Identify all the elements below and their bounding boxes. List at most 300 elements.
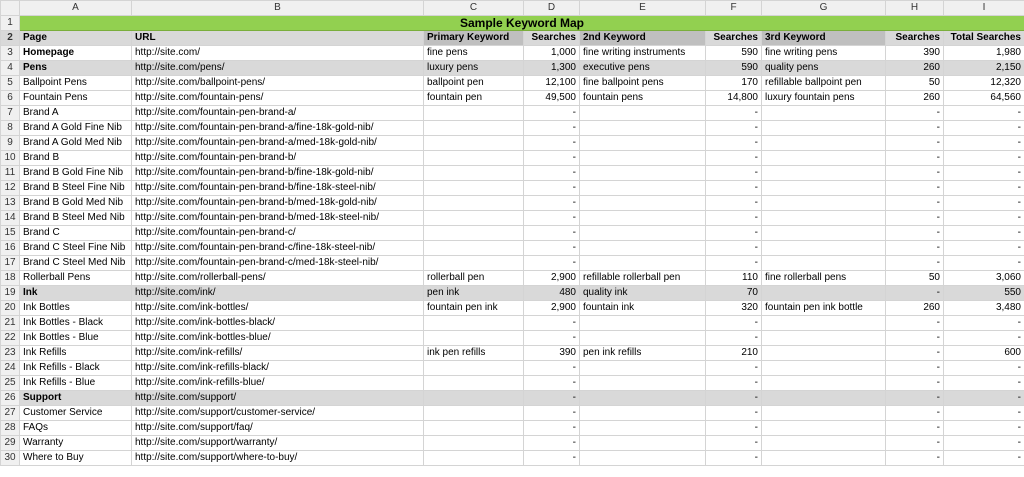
- cell-g11[interactable]: [762, 166, 886, 181]
- cell-a7[interactable]: Brand A: [20, 106, 132, 121]
- cell-e12[interactable]: [580, 181, 706, 196]
- cell-e3[interactable]: fine writing instruments: [580, 46, 706, 61]
- cell-e29[interactable]: [580, 436, 706, 451]
- cell-d21[interactable]: -: [524, 316, 580, 331]
- cell-i29[interactable]: -: [944, 436, 1024, 451]
- column-header-d[interactable]: D: [524, 1, 580, 16]
- cell-b26[interactable]: http://site.com/support/: [132, 391, 424, 406]
- cell-a5[interactable]: Ballpoint Pens: [20, 76, 132, 91]
- cell-g14[interactable]: [762, 211, 886, 226]
- cell-b5[interactable]: http://site.com/ballpoint-pens/: [132, 76, 424, 91]
- row-header-6[interactable]: 6: [1, 91, 20, 106]
- cell-a29[interactable]: Warranty: [20, 436, 132, 451]
- cell-f16[interactable]: -: [706, 241, 762, 256]
- cell-e15[interactable]: [580, 226, 706, 241]
- cell-b20[interactable]: http://site.com/ink-bottles/: [132, 301, 424, 316]
- cell-d24[interactable]: -: [524, 361, 580, 376]
- cell-g15[interactable]: [762, 226, 886, 241]
- cell-e2[interactable]: 2nd Keyword: [580, 31, 706, 46]
- cell-d28[interactable]: -: [524, 421, 580, 436]
- cell-e10[interactable]: [580, 151, 706, 166]
- cell-b24[interactable]: http://site.com/ink-refills-black/: [132, 361, 424, 376]
- cell-f23[interactable]: 210: [706, 346, 762, 361]
- cell-d17[interactable]: -: [524, 256, 580, 271]
- cell-h19[interactable]: -: [886, 286, 944, 301]
- cell-a26[interactable]: Support: [20, 391, 132, 406]
- cell-g17[interactable]: [762, 256, 886, 271]
- cell-h17[interactable]: -: [886, 256, 944, 271]
- cell-i19[interactable]: 550: [944, 286, 1024, 301]
- cell-b19[interactable]: http://site.com/ink/: [132, 286, 424, 301]
- cell-d3[interactable]: 1,000: [524, 46, 580, 61]
- cell-c4[interactable]: luxury pens: [424, 61, 524, 76]
- cell-c19[interactable]: pen ink: [424, 286, 524, 301]
- cell-d12[interactable]: -: [524, 181, 580, 196]
- column-header-e[interactable]: E: [580, 1, 706, 16]
- cell-a30[interactable]: Where to Buy: [20, 451, 132, 466]
- cell-i25[interactable]: -: [944, 376, 1024, 391]
- cell-a28[interactable]: FAQs: [20, 421, 132, 436]
- row-header-2[interactable]: 2: [1, 31, 20, 46]
- row-header-22[interactable]: 22: [1, 331, 20, 346]
- cell-d26[interactable]: -: [524, 391, 580, 406]
- cell-i24[interactable]: -: [944, 361, 1024, 376]
- row-header-12[interactable]: 12: [1, 181, 20, 196]
- cell-c14[interactable]: [424, 211, 524, 226]
- cell-g12[interactable]: [762, 181, 886, 196]
- cell-h8[interactable]: -: [886, 121, 944, 136]
- cell-g22[interactable]: [762, 331, 886, 346]
- cell-a23[interactable]: Ink Refills: [20, 346, 132, 361]
- cell-i27[interactable]: -: [944, 406, 1024, 421]
- cell-h22[interactable]: -: [886, 331, 944, 346]
- cell-i6[interactable]: 64,560: [944, 91, 1024, 106]
- cell-f17[interactable]: -: [706, 256, 762, 271]
- cell-a12[interactable]: Brand B Steel Fine Nib: [20, 181, 132, 196]
- cell-d2[interactable]: Searches: [524, 31, 580, 46]
- cell-f8[interactable]: -: [706, 121, 762, 136]
- cell-d30[interactable]: -: [524, 451, 580, 466]
- cell-i23[interactable]: 600: [944, 346, 1024, 361]
- cell-a3[interactable]: Homepage: [20, 46, 132, 61]
- cell-i3[interactable]: 1,980: [944, 46, 1024, 61]
- cell-a22[interactable]: Ink Bottles - Blue: [20, 331, 132, 346]
- row-header-11[interactable]: 11: [1, 166, 20, 181]
- cell-b28[interactable]: http://site.com/support/faq/: [132, 421, 424, 436]
- cell-d23[interactable]: 390: [524, 346, 580, 361]
- cell-b9[interactable]: http://site.com/fountain-pen-brand-a/med-18k-gold-nib/: [132, 136, 424, 151]
- cell-c13[interactable]: [424, 196, 524, 211]
- cell-e5[interactable]: fine ballpoint pens: [580, 76, 706, 91]
- row-header-9[interactable]: 9: [1, 136, 20, 151]
- row-header-21[interactable]: 21: [1, 316, 20, 331]
- row-header-29[interactable]: 29: [1, 436, 20, 451]
- cell-e4[interactable]: executive pens: [580, 61, 706, 76]
- cell-b17[interactable]: http://site.com/fountain-pen-brand-c/med-18k-steel-nib/: [132, 256, 424, 271]
- cell-g26[interactable]: [762, 391, 886, 406]
- cell-b25[interactable]: http://site.com/ink-refills-blue/: [132, 376, 424, 391]
- cell-d25[interactable]: -: [524, 376, 580, 391]
- cell-a15[interactable]: Brand C: [20, 226, 132, 241]
- cell-c12[interactable]: [424, 181, 524, 196]
- cell-g24[interactable]: [762, 361, 886, 376]
- cell-d8[interactable]: -: [524, 121, 580, 136]
- cell-e25[interactable]: [580, 376, 706, 391]
- cell-b29[interactable]: http://site.com/support/warranty/: [132, 436, 424, 451]
- cell-c29[interactable]: [424, 436, 524, 451]
- cell-f29[interactable]: -: [706, 436, 762, 451]
- cell-h7[interactable]: -: [886, 106, 944, 121]
- row-header-28[interactable]: 28: [1, 421, 20, 436]
- cell-c10[interactable]: [424, 151, 524, 166]
- cell-c7[interactable]: [424, 106, 524, 121]
- cell-f10[interactable]: -: [706, 151, 762, 166]
- cell-i9[interactable]: -: [944, 136, 1024, 151]
- row-header-5[interactable]: 5: [1, 76, 20, 91]
- cell-a6[interactable]: Fountain Pens: [20, 91, 132, 106]
- cell-g25[interactable]: [762, 376, 886, 391]
- row-header-14[interactable]: 14: [1, 211, 20, 226]
- row-header-27[interactable]: 27: [1, 406, 20, 421]
- cell-f3[interactable]: 590: [706, 46, 762, 61]
- cell-d14[interactable]: -: [524, 211, 580, 226]
- cell-e6[interactable]: fountain pens: [580, 91, 706, 106]
- cell-c3[interactable]: fine pens: [424, 46, 524, 61]
- cell-i22[interactable]: -: [944, 331, 1024, 346]
- cell-i7[interactable]: -: [944, 106, 1024, 121]
- cell-c16[interactable]: [424, 241, 524, 256]
- cell-c24[interactable]: [424, 361, 524, 376]
- cell-a21[interactable]: Ink Bottles - Black: [20, 316, 132, 331]
- cell-c11[interactable]: [424, 166, 524, 181]
- cell-i12[interactable]: -: [944, 181, 1024, 196]
- cell-b11[interactable]: http://site.com/fountain-pen-brand-b/fine-18k-gold-nib/: [132, 166, 424, 181]
- cell-b2[interactable]: URL: [132, 31, 424, 46]
- cell-h24[interactable]: -: [886, 361, 944, 376]
- cell-b18[interactable]: http://site.com/rollerball-pens/: [132, 271, 424, 286]
- cell-a27[interactable]: Customer Service: [20, 406, 132, 421]
- cell-h18[interactable]: 50: [886, 271, 944, 286]
- row-header-15[interactable]: 15: [1, 226, 20, 241]
- cell-b30[interactable]: http://site.com/support/where-to-buy/: [132, 451, 424, 466]
- cell-f11[interactable]: -: [706, 166, 762, 181]
- cell-a25[interactable]: Ink Refills - Blue: [20, 376, 132, 391]
- cell-i5[interactable]: 12,320: [944, 76, 1024, 91]
- cell-b16[interactable]: http://site.com/fountain-pen-brand-c/fine-18k-steel-nib/: [132, 241, 424, 256]
- row-header-24[interactable]: 24: [1, 361, 20, 376]
- cell-f7[interactable]: -: [706, 106, 762, 121]
- cell-d10[interactable]: -: [524, 151, 580, 166]
- cell-f21[interactable]: -: [706, 316, 762, 331]
- column-header-g[interactable]: G: [762, 1, 886, 16]
- row-header-18[interactable]: 18: [1, 271, 20, 286]
- cell-f14[interactable]: -: [706, 211, 762, 226]
- cell-h13[interactable]: -: [886, 196, 944, 211]
- cell-c25[interactable]: [424, 376, 524, 391]
- cell-g6[interactable]: luxury fountain pens: [762, 91, 886, 106]
- cell-e17[interactable]: [580, 256, 706, 271]
- cell-a8[interactable]: Brand A Gold Fine Nib: [20, 121, 132, 136]
- row-header-16[interactable]: 16: [1, 241, 20, 256]
- cell-h29[interactable]: -: [886, 436, 944, 451]
- cell-g20[interactable]: fountain pen ink bottle: [762, 301, 886, 316]
- cell-g8[interactable]: [762, 121, 886, 136]
- cell-d9[interactable]: -: [524, 136, 580, 151]
- cell-g7[interactable]: [762, 106, 886, 121]
- cell-i2[interactable]: Total Searches: [944, 31, 1024, 46]
- cell-f18[interactable]: 110: [706, 271, 762, 286]
- cell-g27[interactable]: [762, 406, 886, 421]
- cell-h2[interactable]: Searches: [886, 31, 944, 46]
- cell-b13[interactable]: http://site.com/fountain-pen-brand-b/med-18k-gold-nib/: [132, 196, 424, 211]
- row-header-23[interactable]: 23: [1, 346, 20, 361]
- cell-f5[interactable]: 170: [706, 76, 762, 91]
- cell-e24[interactable]: [580, 361, 706, 376]
- cell-a11[interactable]: Brand B Gold Fine Nib: [20, 166, 132, 181]
- column-header-h[interactable]: H: [886, 1, 944, 16]
- cell-h15[interactable]: -: [886, 226, 944, 241]
- cell-c2[interactable]: Primary Keyword: [424, 31, 524, 46]
- cell-d27[interactable]: -: [524, 406, 580, 421]
- cell-e27[interactable]: [580, 406, 706, 421]
- cell-d4[interactable]: 1,300: [524, 61, 580, 76]
- cell-g21[interactable]: [762, 316, 886, 331]
- cell-e7[interactable]: [580, 106, 706, 121]
- cell-g16[interactable]: [762, 241, 886, 256]
- row-header-10[interactable]: 10: [1, 151, 20, 166]
- column-header-c[interactable]: C: [424, 1, 524, 16]
- row-header-8[interactable]: 8: [1, 121, 20, 136]
- cell-c23[interactable]: ink pen refills: [424, 346, 524, 361]
- cell-a16[interactable]: Brand C Steel Fine Nib: [20, 241, 132, 256]
- cell-i21[interactable]: -: [944, 316, 1024, 331]
- cell-e23[interactable]: pen ink refills: [580, 346, 706, 361]
- row-header-4[interactable]: 4: [1, 61, 20, 76]
- cell-f27[interactable]: -: [706, 406, 762, 421]
- cell-e18[interactable]: refillable rollerball pen: [580, 271, 706, 286]
- cell-b15[interactable]: http://site.com/fountain-pen-brand-c/: [132, 226, 424, 241]
- cell-i20[interactable]: 3,480: [944, 301, 1024, 316]
- cell-i11[interactable]: -: [944, 166, 1024, 181]
- row-header-17[interactable]: 17: [1, 256, 20, 271]
- cell-i28[interactable]: -: [944, 421, 1024, 436]
- cell-a14[interactable]: Brand B Steel Med Nib: [20, 211, 132, 226]
- cell-b6[interactable]: http://site.com/fountain-pens/: [132, 91, 424, 106]
- cell-h9[interactable]: -: [886, 136, 944, 151]
- cell-d7[interactable]: -: [524, 106, 580, 121]
- cell-d13[interactable]: -: [524, 196, 580, 211]
- cell-e19[interactable]: quality ink: [580, 286, 706, 301]
- cell-c9[interactable]: [424, 136, 524, 151]
- row-header-13[interactable]: 13: [1, 196, 20, 211]
- cell-h30[interactable]: -: [886, 451, 944, 466]
- cell-i10[interactable]: -: [944, 151, 1024, 166]
- cell-d19[interactable]: 480: [524, 286, 580, 301]
- cell-a2[interactable]: Page: [20, 31, 132, 46]
- cell-h26[interactable]: -: [886, 391, 944, 406]
- cell-h25[interactable]: -: [886, 376, 944, 391]
- cell-e28[interactable]: [580, 421, 706, 436]
- cell-h5[interactable]: 50: [886, 76, 944, 91]
- cell-i26[interactable]: -: [944, 391, 1024, 406]
- cell-c22[interactable]: [424, 331, 524, 346]
- cell-c5[interactable]: ballpoint pen: [424, 76, 524, 91]
- cell-f22[interactable]: -: [706, 331, 762, 346]
- cell-b14[interactable]: http://site.com/fountain-pen-brand-b/med-18k-steel-nib/: [132, 211, 424, 226]
- cell-i18[interactable]: 3,060: [944, 271, 1024, 286]
- cell-a9[interactable]: Brand A Gold Med Nib: [20, 136, 132, 151]
- cell-f12[interactable]: -: [706, 181, 762, 196]
- cell-c26[interactable]: [424, 391, 524, 406]
- cell-e14[interactable]: [580, 211, 706, 226]
- cell-f6[interactable]: 14,800: [706, 91, 762, 106]
- cell-i13[interactable]: -: [944, 196, 1024, 211]
- cell-h21[interactable]: -: [886, 316, 944, 331]
- cell-c21[interactable]: [424, 316, 524, 331]
- cell-i4[interactable]: 2,150: [944, 61, 1024, 76]
- cell-f24[interactable]: -: [706, 361, 762, 376]
- cell-c15[interactable]: [424, 226, 524, 241]
- cell-b8[interactable]: http://site.com/fountain-pen-brand-a/fine-18k-gold-nib/: [132, 121, 424, 136]
- cell-g2[interactable]: 3rd Keyword: [762, 31, 886, 46]
- row-header-30[interactable]: 30: [1, 451, 20, 466]
- cell-g30[interactable]: [762, 451, 886, 466]
- cell-g23[interactable]: [762, 346, 886, 361]
- cell-a20[interactable]: Ink Bottles: [20, 301, 132, 316]
- cell-f4[interactable]: 590: [706, 61, 762, 76]
- cell-d29[interactable]: -: [524, 436, 580, 451]
- row-header-7[interactable]: 7: [1, 106, 20, 121]
- cell-d5[interactable]: 12,100: [524, 76, 580, 91]
- cell-h23[interactable]: -: [886, 346, 944, 361]
- cell-g29[interactable]: [762, 436, 886, 451]
- cell-g18[interactable]: fine rollerball pens: [762, 271, 886, 286]
- cell-g13[interactable]: [762, 196, 886, 211]
- cell-i14[interactable]: -: [944, 211, 1024, 226]
- cell-c20[interactable]: fountain pen ink: [424, 301, 524, 316]
- cell-g3[interactable]: fine writing pens: [762, 46, 886, 61]
- sheet-title-cell[interactable]: Sample Keyword Map: [20, 16, 1024, 31]
- cell-b21[interactable]: http://site.com/ink-bottles-black/: [132, 316, 424, 331]
- cell-g28[interactable]: [762, 421, 886, 436]
- row-header-25[interactable]: 25: [1, 376, 20, 391]
- cell-g4[interactable]: quality pens: [762, 61, 886, 76]
- cell-e9[interactable]: [580, 136, 706, 151]
- cell-b12[interactable]: http://site.com/fountain-pen-brand-b/fine-18k-steel-nib/: [132, 181, 424, 196]
- cell-i30[interactable]: -: [944, 451, 1024, 466]
- column-header-a[interactable]: A: [20, 1, 132, 16]
- cell-b23[interactable]: http://site.com/ink-refills/: [132, 346, 424, 361]
- cell-h20[interactable]: 260: [886, 301, 944, 316]
- cell-i15[interactable]: -: [944, 226, 1024, 241]
- cell-e13[interactable]: [580, 196, 706, 211]
- cell-b22[interactable]: http://site.com/ink-bottles-blue/: [132, 331, 424, 346]
- cell-c30[interactable]: [424, 451, 524, 466]
- cell-c27[interactable]: [424, 406, 524, 421]
- cell-d6[interactable]: 49,500: [524, 91, 580, 106]
- cell-h16[interactable]: -: [886, 241, 944, 256]
- cell-e8[interactable]: [580, 121, 706, 136]
- cell-f19[interactable]: 70: [706, 286, 762, 301]
- cell-e16[interactable]: [580, 241, 706, 256]
- cell-h4[interactable]: 260: [886, 61, 944, 76]
- cell-b10[interactable]: http://site.com/fountain-pen-brand-b/: [132, 151, 424, 166]
- select-all-corner[interactable]: [1, 1, 20, 16]
- cell-d22[interactable]: -: [524, 331, 580, 346]
- cell-a4[interactable]: Pens: [20, 61, 132, 76]
- cell-f28[interactable]: -: [706, 421, 762, 436]
- cell-h28[interactable]: -: [886, 421, 944, 436]
- cell-b3[interactable]: http://site.com/: [132, 46, 424, 61]
- cell-h6[interactable]: 260: [886, 91, 944, 106]
- cell-h14[interactable]: -: [886, 211, 944, 226]
- row-header-3[interactable]: 3: [1, 46, 20, 61]
- cell-b7[interactable]: http://site.com/fountain-pen-brand-a/: [132, 106, 424, 121]
- cell-f25[interactable]: -: [706, 376, 762, 391]
- cell-i8[interactable]: -: [944, 121, 1024, 136]
- cell-g5[interactable]: refillable ballpoint pen: [762, 76, 886, 91]
- cell-a18[interactable]: Rollerball Pens: [20, 271, 132, 286]
- cell-d15[interactable]: -: [524, 226, 580, 241]
- cell-i17[interactable]: -: [944, 256, 1024, 271]
- cell-f26[interactable]: -: [706, 391, 762, 406]
- cell-f15[interactable]: -: [706, 226, 762, 241]
- row-header-20[interactable]: 20: [1, 301, 20, 316]
- cell-d11[interactable]: -: [524, 166, 580, 181]
- cell-h10[interactable]: -: [886, 151, 944, 166]
- cell-a17[interactable]: Brand C Steel Med Nib: [20, 256, 132, 271]
- cell-e30[interactable]: [580, 451, 706, 466]
- cell-f20[interactable]: 320: [706, 301, 762, 316]
- cell-a13[interactable]: Brand B Gold Med Nib: [20, 196, 132, 211]
- cell-a24[interactable]: Ink Refills - Black: [20, 361, 132, 376]
- cell-a10[interactable]: Brand B: [20, 151, 132, 166]
- cell-e26[interactable]: [580, 391, 706, 406]
- row-header-26[interactable]: 26: [1, 391, 20, 406]
- cell-i16[interactable]: -: [944, 241, 1024, 256]
- cell-a19[interactable]: Ink: [20, 286, 132, 301]
- cell-g10[interactable]: [762, 151, 886, 166]
- cell-c8[interactable]: [424, 121, 524, 136]
- cell-c6[interactable]: fountain pen: [424, 91, 524, 106]
- cell-d16[interactable]: -: [524, 241, 580, 256]
- cell-b27[interactable]: http://site.com/support/customer-service/: [132, 406, 424, 421]
- cell-f30[interactable]: -: [706, 451, 762, 466]
- cell-f2[interactable]: Searches: [706, 31, 762, 46]
- column-header-f[interactable]: F: [706, 1, 762, 16]
- cell-h12[interactable]: -: [886, 181, 944, 196]
- cell-b4[interactable]: http://site.com/pens/: [132, 61, 424, 76]
- row-header-19[interactable]: 19: [1, 286, 20, 301]
- cell-e21[interactable]: [580, 316, 706, 331]
- column-header-i[interactable]: I: [944, 1, 1024, 16]
- column-header-b[interactable]: B: [132, 1, 424, 16]
- cell-d20[interactable]: 2,900: [524, 301, 580, 316]
- cell-e11[interactable]: [580, 166, 706, 181]
- row-header-1[interactable]: 1: [1, 16, 20, 31]
- cell-e20[interactable]: fountain ink: [580, 301, 706, 316]
- cell-g19[interactable]: [762, 286, 886, 301]
- cell-e22[interactable]: [580, 331, 706, 346]
- cell-c17[interactable]: [424, 256, 524, 271]
- cell-f13[interactable]: -: [706, 196, 762, 211]
- cell-f9[interactable]: -: [706, 136, 762, 151]
- cell-h3[interactable]: 390: [886, 46, 944, 61]
- cell-g9[interactable]: [762, 136, 886, 151]
- cell-h27[interactable]: -: [886, 406, 944, 421]
- cell-c28[interactable]: [424, 421, 524, 436]
- cell-d18[interactable]: 2,900: [524, 271, 580, 286]
